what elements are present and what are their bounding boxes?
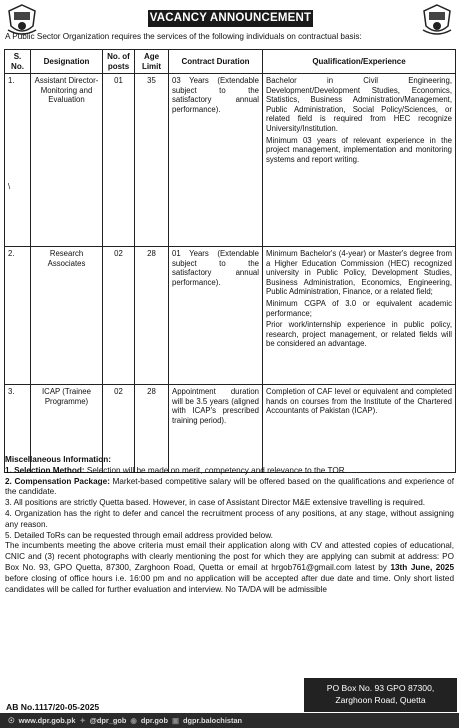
instagram-icon: ◉ [130,716,137,725]
column-header-age: Age Limit [135,50,169,74]
qualification-cell [263,74,456,247]
age-cell: 28 [135,385,169,473]
qualification-line: Minimum CGPA of 3.0 or equivalent academic performance; [266,298,452,318]
header [0,0,459,44]
facebook-icon: ▣ [171,716,179,725]
misc-title: Miscellaneous Information: [5,455,111,464]
column-header-qualification: Qualification/Experience [263,50,456,74]
duration-cell: Appointment duration will be 3.5 years (aligned with ICAP's prescribed training period). [169,385,263,473]
column-header-sno: S. No. [5,50,31,74]
column-header-posts: No. of posts [103,50,135,74]
posts-cell: 02 [103,247,135,385]
qualification-line: Bachelor in Civil Engineering, Development/Development Studies, Economics, Statistics, Business Administration/Management, Public Administration, Social Policy/Sciences, or related field is required from HEC recognize University/Institution. [266,76,452,133]
instagram-link[interactable]: dpr.gob [140,716,168,725]
column-header-designation: Designation [31,50,103,74]
row-number: 2. [5,247,31,385]
table-header-row [5,50,456,74]
misc-item [5,466,454,477]
misc-item: 4. Organization has the right to defer and cancel the recruitment process of any positions, at any stage, without assigning any reason. [5,508,454,529]
designation-cell: Assistant Director-Monitoring and Evaluation [31,74,103,247]
qualification-line: Completion of CAF level or equivalent and completed hands on courses from the Institute of the Chartered Accountants of Pakistan (ICAP). [266,387,452,416]
duration-cell: 01 Years (Extendable subject to the satisfactory annual performance). [169,247,263,385]
address-line: PO Box No. 93 GPO 87300, [326,683,435,693]
age-cell: 28 [135,247,169,385]
qualification-line: Prior work/internship experience in public policy, research, project management, or related fields will be considered an advantage. [266,320,452,349]
table-row [5,247,456,385]
duration-cell: 03 Years (Extendable subject to the satisfactory annual performance). [169,74,263,247]
instructions-text: The incumbents meeting the above criteria must email their application along with CV and attested copies of educational, CNIC and (3) recent photographs with clearly mentioning the post for which they are applying can submit at address: PO Box No. 93, GPO Quetta, 87300, Zarghoon Road, Quetta or email at hrgob761@gmail.com latest by [5,541,454,572]
deadline-date: 13th June, 2025 [390,562,455,572]
misc-item-label: 2. Compensation Package: [5,476,110,486]
misc-item-text: Market-based competitive salary will be offered based on the qualifications and experience of the candidate. [5,476,454,497]
stray-mark: \ [8,181,11,191]
miscellaneous-info [5,455,454,595]
qualification-line: Minimum 03 years of relevant experience in the project management, implementation and monitoring systems and report writing. [266,135,452,164]
address-line: Zarghoon Road, Quetta [335,695,426,705]
application-instructions [5,541,454,595]
misc-item [5,477,454,499]
qualification-line: Minimum Bachelor's (4-year) or Master's degree from a Higher Education Commission (HEC) recognized university in Public Policy, Development Studies, Business Administration, Economics, Engineering, Public Administration, Finance, or a related field; [266,249,452,297]
posts-cell: 01 [103,74,135,247]
row-number-text: 1. [8,76,15,85]
posts-cell: 02 [103,385,135,473]
designation-cell: Research Associates [31,247,103,385]
misc-item: 3. All positions are strictly Quetta based. However, in case of Assistant Director M&E extensive travelling is required. [5,498,426,508]
table-row [5,74,456,247]
designation-cell: ICAP (Trainee Programme) [31,385,103,473]
twitter-icon: ✦ [79,716,86,725]
row-number [5,74,31,247]
column-header-duration: Contract Duration [169,50,263,74]
misc-item-text: Selection will be made on merit, competency and relevance to the TOR. [84,465,347,475]
misc-item: 5. Detailed ToRs can be requested through email address provided below. [5,530,273,540]
misc-item-label: 1. Selection Method: [5,465,85,475]
row-number: 3. [5,385,31,473]
facebook-link[interactable]: dgpr.balochistan [182,716,243,725]
intro-text: A Public Sector Organization requires the services of the following individuals on contractual basis: [5,32,362,41]
advertisement-number: AB No.1117/20-05-2025 [6,702,100,712]
qualification-cell [263,247,456,385]
instructions-text: before closing of office hours i.e. 16:00 pm and no application will be accepted after due date and time. Only short listed candidates will be called for further evaluation and interview. No TA/DA will be admissible [5,573,454,594]
age-cell: 35 [135,74,169,247]
footer-links [0,713,459,728]
vacancy-table [4,49,456,473]
page-title: VACANCY ANNOUNCEMENT [148,10,313,27]
twitter-link[interactable]: @dpr_gob [89,716,127,725]
website-link[interactable]: www.dpr.gob.pk [18,716,76,725]
globe-icon: ☉ [8,716,15,725]
address-box [304,678,457,712]
